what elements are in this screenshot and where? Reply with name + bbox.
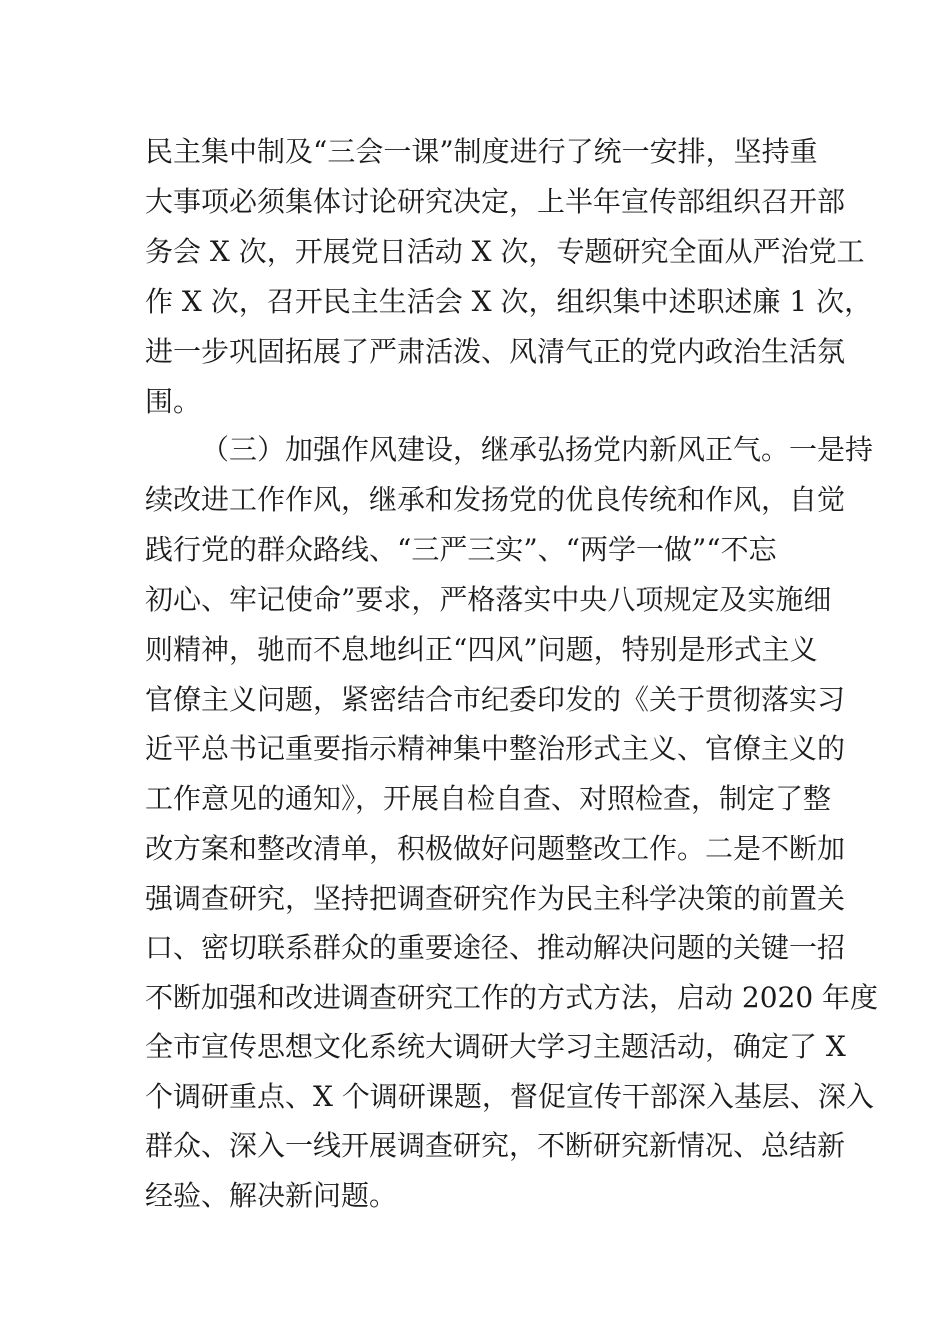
paragraph-line: 进一步巩固拓展了严肃活泼、风清气正的党内政治生活氛 — [145, 335, 846, 368]
paragraph-line: 群众、深入一线开展调查研究，不断研究新情况、总结新 — [145, 1129, 846, 1162]
section-heading-line: （三）加强作风建设，继承弘扬党内新风正气。一是持 — [201, 433, 874, 466]
paragraph-line: 大事项必须集体讨论研究决定，上半年宣传部组织召开部 — [145, 185, 846, 218]
paragraph-line: 践行党的群众路线、“三严三实”、“两学一做”“不忘 — [145, 533, 777, 566]
paragraph-line: 民主集中制及“三会一课”制度进行了统一安排，坚持重 — [145, 135, 818, 168]
paragraph-line: 口、密切联系群众的重要途径、推动解决问题的关键一招 — [145, 931, 846, 964]
paragraph-line: 全市宣传思想文化系统大调研大学习主题活动，确定了 X — [145, 1030, 846, 1063]
paragraph-line: 官僚主义问题，紧密结合市纪委印发的《关于贯彻落实习 — [145, 683, 846, 716]
paragraph-line: 初心、牢记使命”要求，严格落实中央八项规定及实施细 — [145, 583, 832, 616]
paragraph-line: 务会 X 次，开展党日活动 X 次，专题研究全面从严治党工 — [145, 235, 865, 268]
paragraph-line: 不断加强和改进调查研究工作的方式方法，启动 2020 年度 — [145, 981, 879, 1014]
paragraph-line: 续改进工作作风，继承和发扬党的优良传统和作风，自觉 — [145, 483, 846, 516]
paragraph-line: 则精神，驰而不息地纠正“四风”问题，特别是形式主义 — [145, 633, 818, 666]
paragraph-line: 个调研重点、X 个调研课题，督促宣传干部深入基层、深入 — [145, 1080, 874, 1113]
paragraph-line: 围。 — [145, 385, 202, 418]
paragraph-line: 改方案和整改清单，积极做好问题整改工作。二是不断加 — [145, 832, 846, 865]
paragraph-line: 工作意见的通知》，开展自检自查、对照检查，制定了整 — [145, 782, 832, 815]
paragraph-line: 经验、解决新问题。 — [145, 1179, 398, 1212]
paragraph-line: 近平总书记重要指示精神集中整治形式主义、官僚主义的 — [145, 732, 846, 765]
paragraph-line: 强调查研究，坚持把调查研究作为民主科学决策的前置关 — [145, 882, 846, 915]
paragraph-line: 作 X 次，召开民主生活会 X 次，组织集中述职述廉 1 次， — [145, 285, 873, 318]
